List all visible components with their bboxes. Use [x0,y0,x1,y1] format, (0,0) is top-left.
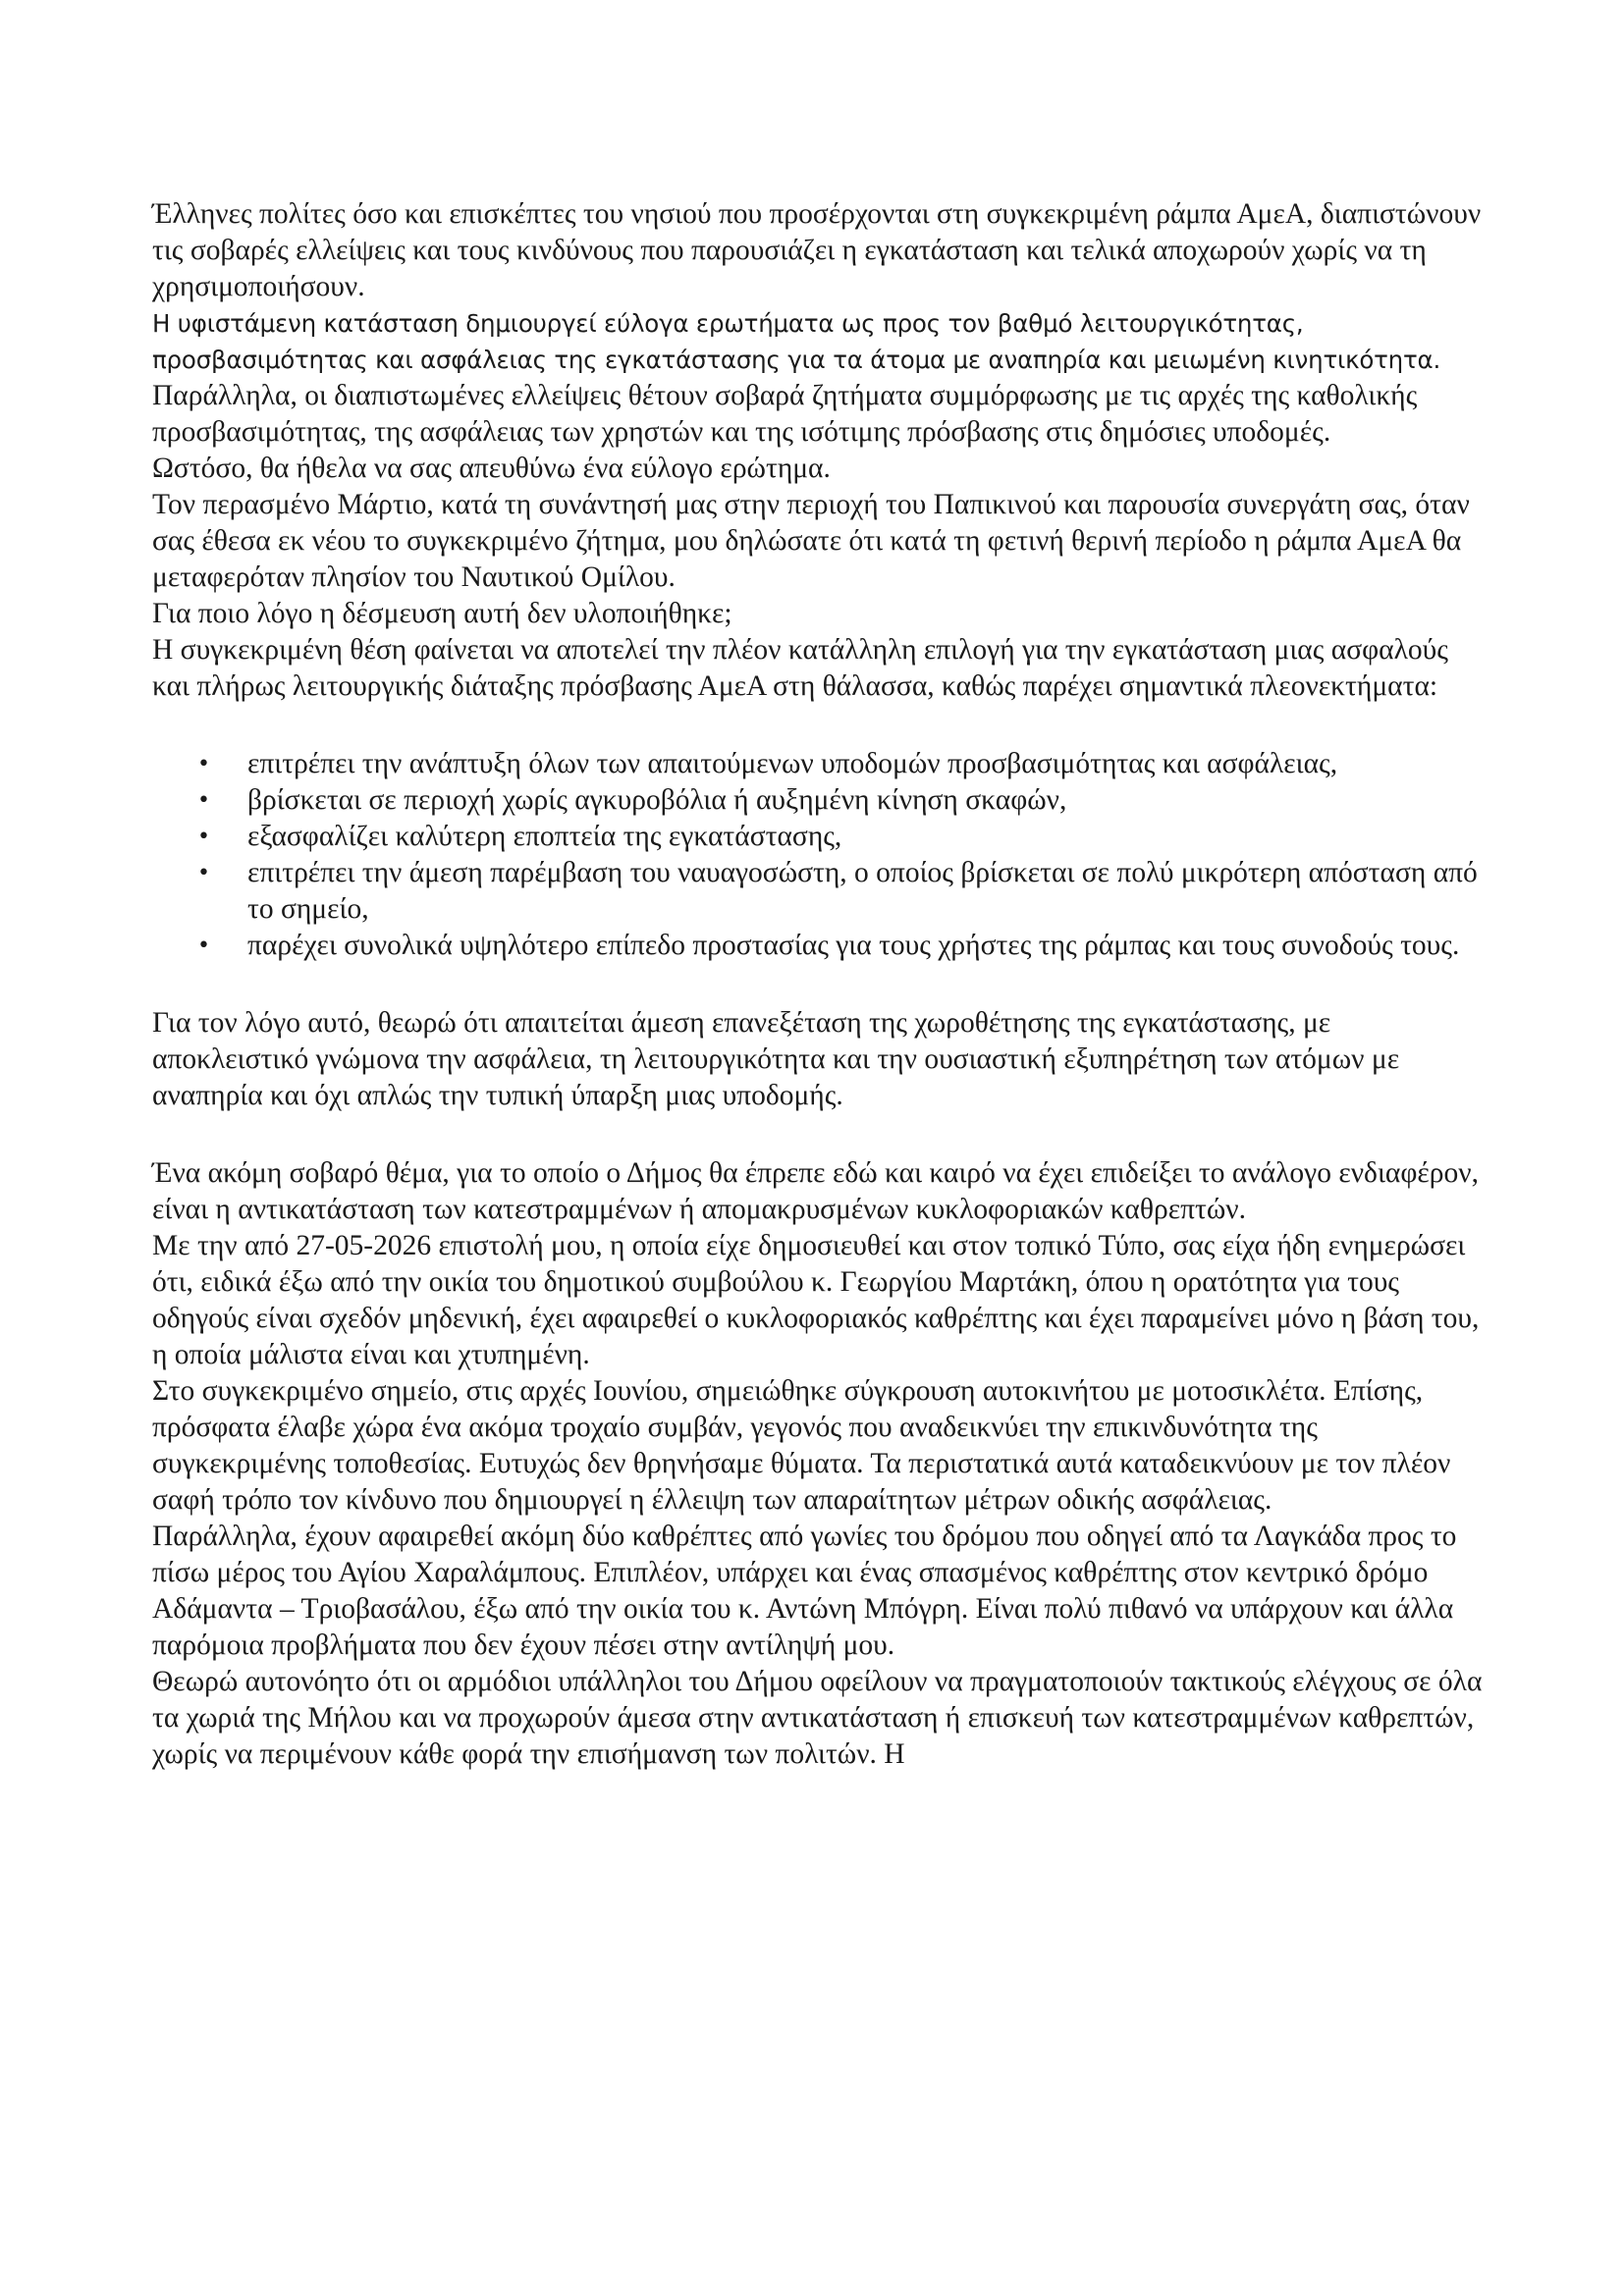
paragraph: Για τον λόγο αυτό, θεωρώ ότι απαιτείται άμεση επανεξέταση της χωροθέτησης της εγκατάστασης, με αποκλειστικό γνώμονα την ασφάλεια, τη λειτουργικότητα και την ουσιαστική εξυπηρέτηση των ατόμων με αναπηρία και όχι απλώς την τυπική ύπαρξη μιας υποδομής. [152,1007,1400,1111]
paragraph: Παράλληλα, οι διαπιστωμένες ελλείψεις θέτουν σοβαρά ζητήματα συμμόρφωσης με τις αρχές της καθολικής προσβασιμότητας, της ασφάλειας των χρηστών και της ισότιμης πρόσβασης στις δημόσιες υποδομές. [152,380,1418,448]
list-item-text: επιτρέπει την άμεση παρέμβαση του ναυαγοσώστη, ο οποίος βρίσκεται σε πολύ μικρότερη απόσταση από το σημείο, [247,857,1478,925]
list-item-text: εξασφαλίζει καλύτερη εποπτεία της εγκατάστασης, [247,821,842,852]
bullet-icon: • [197,752,210,776]
paragraph: Η υφιστάμενη κατάσταση δημιουργεί εύλογα ερωτήματα ως προς τον βαθμό λειτουργικότητας, προσβασιμότητας και ασφάλειας της εγκατάστασης για τα άτομα με αναπηρία και μειωμένη κινητικότητα. [152,309,1441,374]
list-item [152,819,1492,855]
list-item-text: παρέχει συνολικά υψηλότερο επίπεδο προστασίας για τους χρήστες της ράμπας και τους συνοδούς τους. [247,930,1460,961]
paragraph: Θεωρώ αυτονόητο ότι οι αρμόδιοι υπάλληλοι του Δήμου οφείλουν να πραγματοποιούν τακτικούς ελέγχους σε όλα τα χωριά της Μήλου και να προχωρούν άμεσα στην αντικατάσταση ή επισκευή των κατεστραμμένων καθρεπτών, χωρίς να περιμένουν κάθε φορά την επισήμανση των πολιτών. Η [152,1666,1483,1770]
paragraph: Με την από 27-05-2026 επιστολή μου, η οποία είχε δημοσιευθεί και στον τοπικό Τύπο, σας είχα ήδη ενημερώσει ότι, ειδικά έξω από την οικία του δημοτικού συμβούλου κ. Γεωργίου Μαρτάκη, όπου η ορατότητα για τους οδηγούς είναι σχεδόν μηδενική, έχει αφαιρεθεί ο κυκλοφοριακός καθρέπτης και έχει παραμείνει μόνο η βάση του, η οποία μάλιστα είναι και χτυπημένη. [152,1230,1480,1370]
bullet-icon: • [197,825,210,849]
paragraph: Στο συγκεκριμένο σημείο, στις αρχές Ιουνίου, σημειώθηκε σύγκρουση αυτοκινήτου με μοτοσικλέτα. Επίσης, πρόσφατα έλαβε χώρα ένα ακόμα τροχαίο συμβάν, γεγονός που αναδεικνύει την επικινδυνότητα της συγκεκριμένης τοποθεσίας. Ευτυχώς δεν θρηνήσαμε θύματα. Τα περιστατικά αυτά καταδεικνύουν με τον πλέον σαφή τρόπο τον κίνδυνο που δημιουργεί η έλλειψη των απαραίτητων μέτρων οδικής ασφάλειας. [152,1375,1451,1516]
bullet-icon: • [197,788,210,813]
advantages-list [152,746,1492,964]
spacer [152,964,1492,1005]
list-item [152,928,1492,964]
paragraph: Τον περασμένο Μάρτιο, κατά τη συνάντησή μας στην περιοχή του Παπικινού και παρουσία συνεργάτη σας, όταν σας έθεσα εκ νέου το συγκεκριμένο ζήτημα, μου δηλώσατε ότι κατά τη φετινή θερινή περίοδο η ράμπα ΑμεΑ θα μεταφερόταν πλησίον του Ναυτικού Ομίλου. [152,489,1470,593]
bullet-icon: • [197,934,210,958]
paragraph: Έλληνες πολίτες όσο και επισκέπτες του νησιού που προσέρχονται στη συγκεκριμένη ράμπα ΑμεΑ, διαπιστώνουν τις σοβαρές ελλείψεις και τους κινδύνους που παρουσιάζει η εγκατάσταση και τελικά αποχωρούν χωρίς να τη χρησιμοποιήσουν. [152,198,1482,302]
list-item [152,746,1492,782]
list-item [152,782,1492,819]
paragraph: Ένα ακόμη σοβαρό θέμα, για το οποίο ο Δήμος θα έπρεπε εδώ και καιρό να έχει επιδείξει το ανάλογο ενδιαφέρον, είναι η αντικατάσταση των κατεστραμμένων ή απομακρυσμένων κυκλοφοριακών καθρεπτών. [152,1157,1479,1225]
spacer [152,1114,1492,1155]
list-item-text: βρίσκεται σε περιοχή χωρίς αγκυροβόλια ή αυξημένη κίνηση σκαφών, [247,784,1067,816]
paragraph: Για ποιο λόγο η δέσμευση αυτή δεν υλοποιήθηκε; [152,598,732,629]
paragraph: Παράλληλα, έχουν αφαιρεθεί ακόμη δύο καθρέπτες από γωνίες του δρόμου που οδηγεί από τα Λαγκάδα προς το πίσω μέρος του Αγίου Χαραλάμπους. Επιπλέον, υπάρχει και ένας σπασμένος καθρέπτης στον κεντρικό δρόμο Αδάμαντα – Τριοβασάλου, έξω από την οικία του κ. Αντώνη Μπόγρη. Είναι πολύ πιθανό να υπάρχουν και άλλα παρόμοια προβλήματα που δεν έχουν πέσει στην αντίληψή μου. [152,1521,1457,1661]
spacer [152,705,1492,746]
list-item-text: επιτρέπει την ανάπτυξη όλων των απαιτούμενων υποδομών προσβασιμότητας και ασφάλειας, [247,748,1338,779]
paragraph: Ωστόσο, θα ήθελα να σας απευθύνω ένα εύλογο ερώτημα. [152,453,831,484]
paragraph: Η συγκεκριμένη θέση φαίνεται να αποτελεί την πλέον κατάλληλη επιλογή για την εγκατάσταση μιας ασφαλούς και πλήρως λειτουργικής διάταξης πρόσβασης ΑμεΑ στη θάλασσα, καθώς παρέχει σημαντικά πλεονεκτήματα: [152,634,1448,702]
list-item [152,855,1492,928]
document-body [152,196,1492,1773]
bullet-icon: • [197,861,210,885]
